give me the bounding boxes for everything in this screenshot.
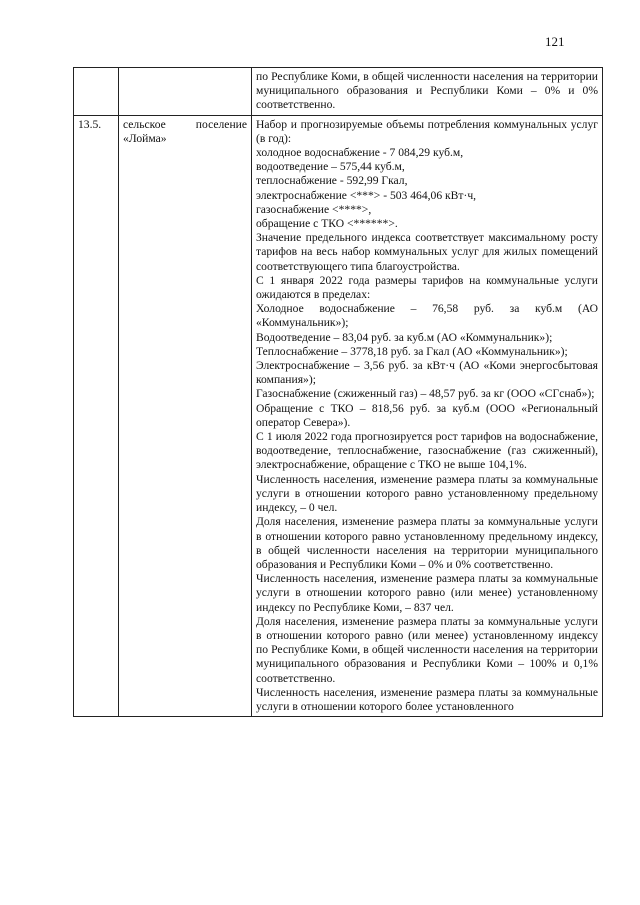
tariff-table bbox=[73, 67, 603, 717]
paragraph: газоснабжение <****>, bbox=[256, 202, 372, 216]
paragraph: Значение предельного индекса соответствует максимальному росту тарифов на весь набор коммунальных услуг для жилых помещений соответствующего типа благоустройства. bbox=[256, 231, 598, 273]
table-row bbox=[74, 115, 603, 717]
paragraph: Численность населения, изменение размера платы за коммунальные услуги в отношении которого более установленного bbox=[256, 685, 598, 713]
settlement-name: сельское поселение «Лойма» bbox=[123, 117, 247, 145]
paragraph: С 1 января 2022 года размеры тарифов на коммунальные услуги ожидаются в пределах: bbox=[256, 273, 598, 302]
paragraph: Теплоснабжение – 3778,18 руб. за Гкал (АО «Коммунальник»); bbox=[256, 344, 568, 358]
paragraph: Доля населения, изменение размера платы за коммунальные услуги в отношении которого равно установленному предельному индексу, в общей численности населения на территории муниципального образования и Республики Коми – 0% и 0% соответственно. bbox=[256, 515, 598, 571]
settlement-cell bbox=[119, 115, 252, 717]
paragraph: водоотведение – 575,44 куб.м, bbox=[256, 160, 405, 174]
description-cell bbox=[252, 68, 603, 116]
paragraph: Численность населения, изменение размера платы за коммунальные услуги в отношении которого равно установленному предельному индексу, – 0 чел. bbox=[256, 472, 598, 515]
paragraph: обращение с ТКО <******>. bbox=[256, 217, 398, 231]
row-number-cell bbox=[74, 68, 119, 116]
description-cell bbox=[252, 115, 603, 717]
paragraph: Холодное водоснабжение – 76,58 руб. за куб.м (АО «Коммунальник»); bbox=[256, 302, 598, 330]
paragraph: холодное водоснабжение - 7 084,29 куб.м, bbox=[256, 146, 464, 160]
paragraph: Газоснабжение (сжиженный газ) – 48,57 руб. за кг (ООО «СГснаб»); bbox=[256, 387, 595, 401]
paragraph: теплоснабжение - 592,99 Гкал, bbox=[256, 174, 408, 188]
table-row bbox=[74, 68, 603, 116]
paragraph: Водоотведение – 83,04 руб. за куб.м (АО «Коммунальник»); bbox=[256, 330, 553, 344]
paragraph: Электроснабжение – 3,56 руб. за кВт·ч (АО «Коми энергосбытовая компания»); bbox=[256, 359, 598, 387]
paragraph: С 1 июля 2022 года прогнозируется рост тарифов на водоснабжение, водоотведение, теплоснабжение, газоснабжение (газ сжиженный), электроснабжение, обращение с ТКО не выше 104,1%. bbox=[256, 430, 598, 472]
page-number: 121 bbox=[545, 34, 565, 49]
paragraph: Численность населения, изменение размера платы за коммунальные услуги в отношении которого равно (или менее) установленному индексу по Республике Коми, – 837 чел. bbox=[256, 572, 598, 614]
paragraph: Набор и прогнозируемые объемы потребления коммунальных услуг (в год): bbox=[256, 117, 598, 145]
row-number-cell: 13.5. bbox=[74, 115, 119, 717]
settlement-cell bbox=[119, 68, 252, 116]
paragraph: Доля населения, изменение размера платы за коммунальные услуги в отношении которого равно (или менее) установленному индексу по Республике Коми, в общей численности населения на территории муниципального образования и Республики Коми – 100% и 0,1% соответственно. bbox=[256, 614, 598, 685]
paragraph: Обращение с ТКО – 818,56 руб. за куб.м (ООО «Региональный оператор Севера»). bbox=[256, 401, 598, 429]
paragraph: по Республике Коми, в общей численности населения на территории муниципального образования и Республики Коми – 0% и 0% соответственно. bbox=[256, 70, 598, 112]
paragraph: электроснабжение <***> - 503 464,06 кВт·ч, bbox=[256, 188, 477, 202]
